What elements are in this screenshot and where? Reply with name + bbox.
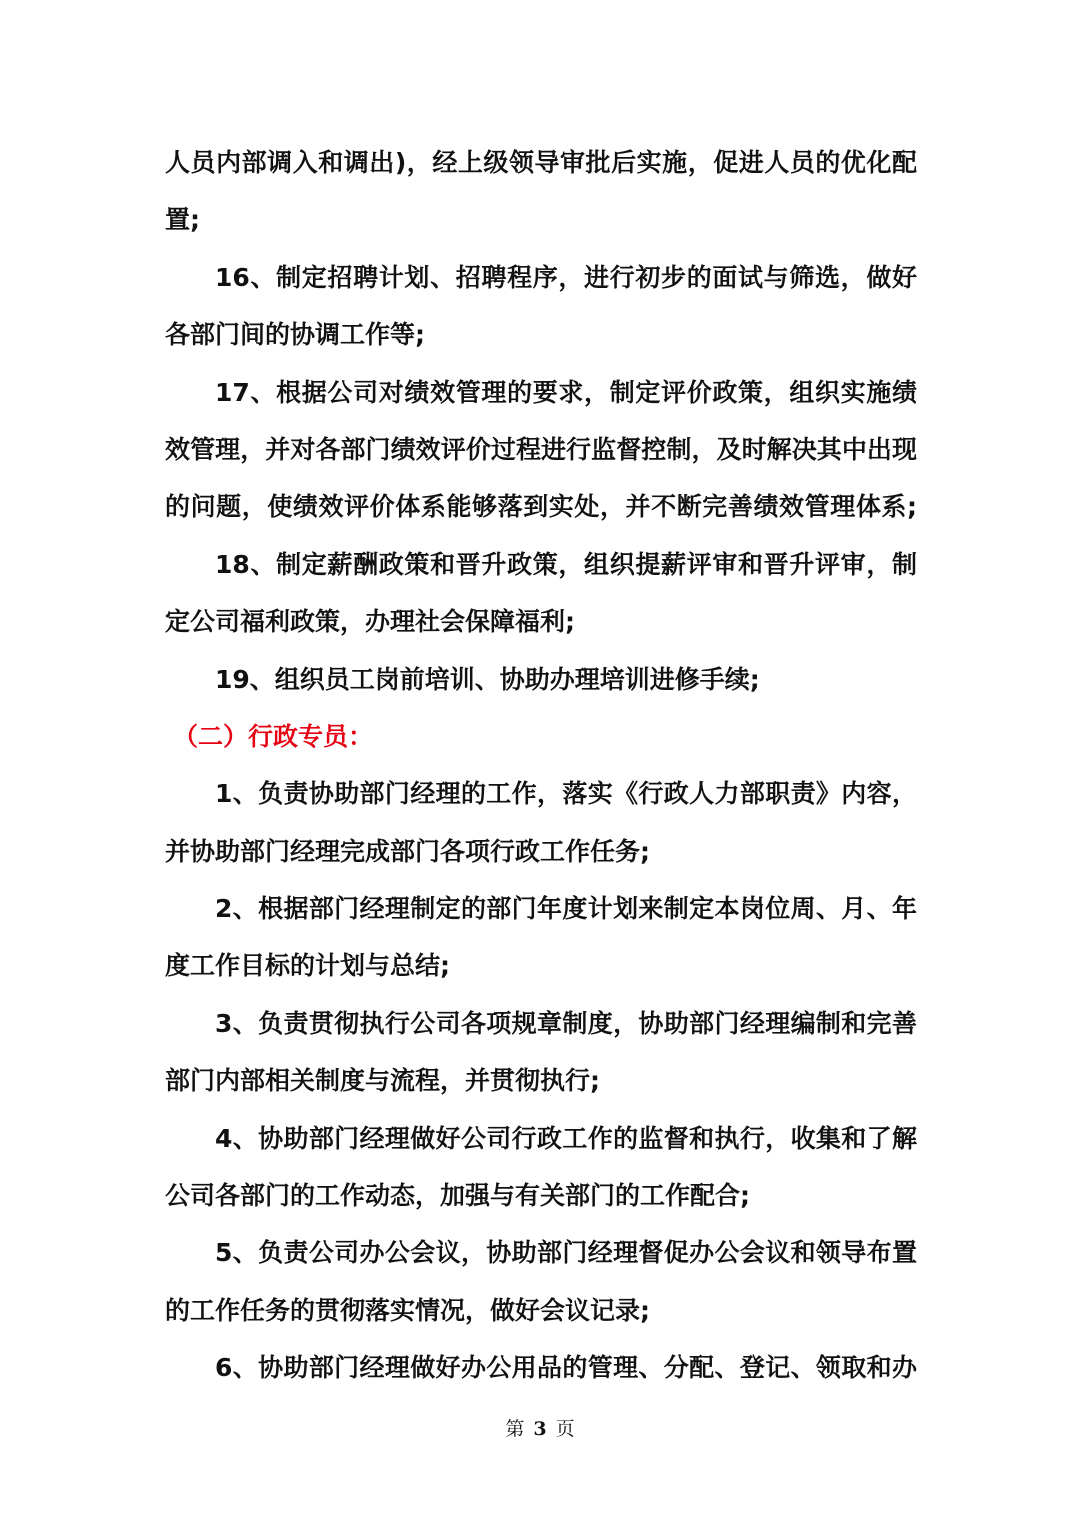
body-line: 16、制定招聘计划、招聘程序，进行初步的面试与筛选，做好 <box>215 262 917 292</box>
page-footer <box>0 1414 1080 1441</box>
body-line: 置; <box>165 205 200 235</box>
body-line: 效管理，并对各部门绩效评价过程进行监督控制，及时解决其中出现 <box>165 434 917 464</box>
section-heading: （二）行政专员： <box>173 721 374 751</box>
body-line: 17、根据公司对绩效管理的要求，制定评价政策，组织实施绩 <box>215 377 917 407</box>
page-label-prefix: 第 <box>505 1418 525 1440</box>
document-body <box>165 134 917 1397</box>
body-line: 19、组织员工岗前培训、协助办理培训进修手续; <box>215 664 760 694</box>
body-line: 的工作任务的贯彻落实情况，做好会议记录; <box>165 1295 650 1325</box>
body-line: 的问题，使绩效评价体系能够落到实处，并不断完善绩效管理体系; <box>165 492 917 522</box>
body-line: 公司各部门的工作动态，加强与有关部门的工作配合; <box>165 1181 750 1211</box>
body-line: 部门内部相关制度与流程，并贯彻执行; <box>165 1066 600 1096</box>
body-line: 6、协助部门经理做好办公用品的管理、分配、登记、领取和办 <box>215 1353 917 1383</box>
body-line: 3、负责贯彻执行公司各项规章制度，协助部门经理编制和完善 <box>215 1008 917 1038</box>
body-line: 18、制定薪酬政策和晋升政策，组织提薪评审和晋升评审，制 <box>215 549 917 579</box>
body-line: 度工作目标的计划与总结; <box>165 951 450 981</box>
body-line: 1、负责协助部门经理的工作，落实《行政人力部职责》内容， <box>215 779 917 809</box>
body-line: 人员内部调入和调出)，经上级领导审批后实施，促进人员的优化配 <box>165 148 917 177</box>
body-line: 2、根据部门经理制定的部门年度计划来制定本岗位周、月、年 <box>215 894 917 924</box>
body-line: 各部门间的协调工作等; <box>165 320 425 350</box>
body-line: 并协助部门经理完成部门各项行政工作任务; <box>165 836 650 866</box>
page-number: 3 <box>533 1418 547 1440</box>
page-label-suffix: 页 <box>555 1418 575 1440</box>
body-line: 4、协助部门经理做好公司行政工作的监督和执行，收集和了解 <box>215 1123 917 1153</box>
body-line: 5、负责公司办公会议，协助部门经理督促办公会议和领导布置 <box>215 1238 917 1268</box>
body-line: 定公司福利政策，办理社会保障福利; <box>165 607 575 637</box>
